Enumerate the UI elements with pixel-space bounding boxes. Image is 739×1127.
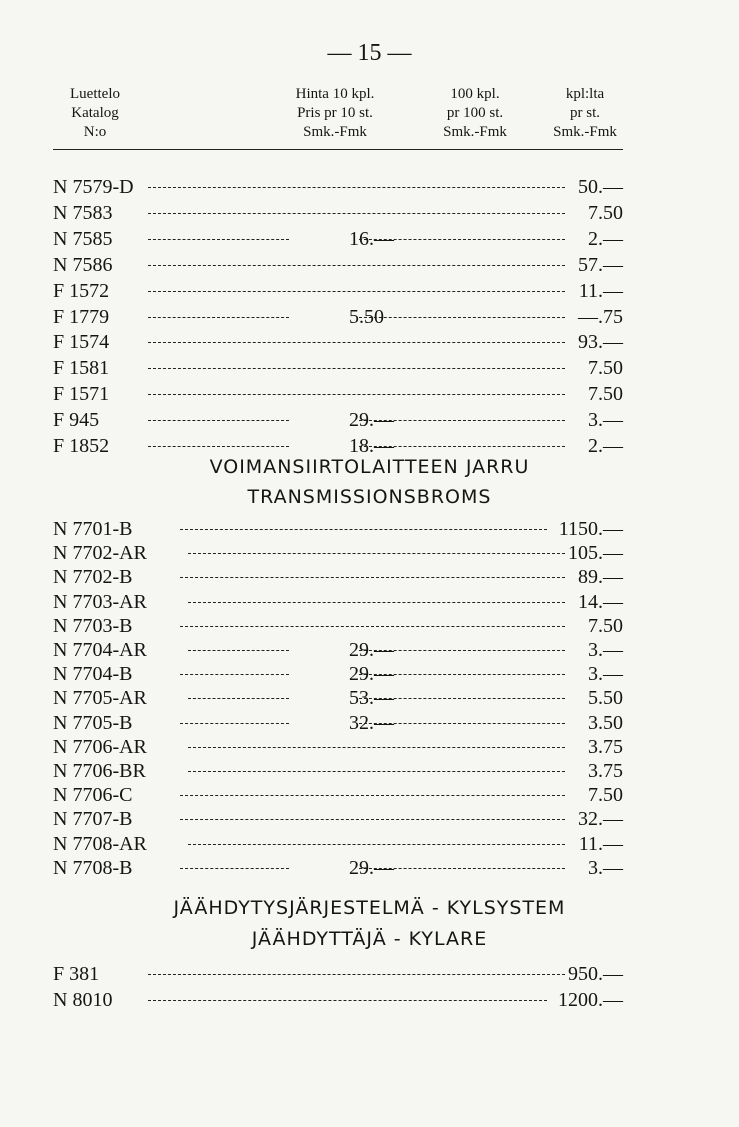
- table-row: [53, 856, 623, 880]
- leader-dashes: [359, 650, 565, 651]
- price-each: 57.—: [578, 253, 623, 276]
- table-row: [53, 832, 623, 856]
- catalog-number: N 7585: [53, 227, 113, 250]
- price-each: 3.—: [588, 409, 623, 432]
- header-line: Hinta 10 kpl.: [295, 86, 375, 102]
- price-each: 2.—: [588, 227, 623, 250]
- header-line: kpl:lta: [565, 86, 605, 102]
- header-price-10: [260, 85, 410, 142]
- price-each: 3.—: [588, 663, 623, 686]
- header-divider: [53, 149, 623, 150]
- catalog-number: N 7706-BR: [53, 760, 146, 782]
- table-row: [53, 382, 623, 406]
- table-row: [53, 783, 623, 807]
- table-row: [53, 759, 623, 783]
- price-each: 14.—: [578, 590, 623, 613]
- price-each: 3.75: [588, 735, 623, 758]
- header-price-each: [530, 85, 640, 142]
- leader-dashes: [148, 291, 565, 292]
- section-subtitle-brake: TRANSMISSIONSBROMS: [247, 486, 492, 508]
- catalog-number: F 1574: [53, 331, 110, 354]
- table-row: [53, 305, 623, 329]
- price-each: 950.—: [568, 963, 623, 985]
- header-line: Katalog: [71, 105, 119, 121]
- catalog-number: F 1581: [53, 357, 110, 380]
- header-line: Luettelo: [70, 86, 120, 102]
- leader-dashes: [359, 446, 565, 447]
- price-10: 18.—: [349, 435, 394, 457]
- price-each: 1200.—: [558, 988, 623, 1011]
- leader-dashes: [180, 529, 547, 530]
- leader-dashes: [148, 368, 565, 369]
- leader-dashes: [359, 723, 565, 724]
- price-each: 3.75: [588, 760, 623, 782]
- price-each: 7.50: [588, 784, 623, 807]
- table-row: [53, 434, 623, 458]
- table-row: [53, 662, 623, 686]
- table-row: [53, 614, 623, 638]
- header-line: pr 100 st.: [446, 105, 504, 121]
- price-10: 16.—: [349, 227, 394, 250]
- leader-dashes: [148, 974, 565, 975]
- header-line: pr st.: [570, 105, 600, 121]
- table-row: [53, 279, 623, 303]
- catalog-number: N 7586: [53, 253, 113, 276]
- leader-dashes: [359, 420, 565, 421]
- leader-dashes: [148, 317, 289, 318]
- catalog-number: N 7579-D: [53, 176, 134, 198]
- leader-dashes: [188, 650, 289, 651]
- table-row: [53, 253, 623, 277]
- section-title-cooling: JÄÄHDYTYSJÄRJESTELMÄ - KYLSYSTEM: [173, 897, 566, 919]
- table-row: [53, 962, 623, 986]
- catalog-number: N 7702-AR: [53, 542, 147, 565]
- header-line: N:o: [83, 124, 107, 140]
- leader-dashes: [148, 1000, 547, 1001]
- leader-dashes: [188, 844, 565, 845]
- leader-dashes: [359, 698, 565, 699]
- leader-dashes: [148, 420, 289, 421]
- price-10: 29.—: [349, 663, 394, 686]
- price-each: —.75: [578, 305, 623, 328]
- leader-dashes: [180, 795, 565, 796]
- catalog-number: N 7708-AR: [53, 832, 147, 855]
- price-each: 3.—: [588, 856, 623, 879]
- leader-dashes: [188, 698, 289, 699]
- price-each: 32.—: [578, 808, 623, 831]
- leader-dashes: [359, 239, 565, 240]
- table-row: [53, 517, 623, 541]
- price-10: 29.—: [349, 856, 394, 879]
- table-row: [53, 807, 623, 831]
- leader-dashes: [148, 239, 289, 240]
- table-row: [53, 175, 623, 199]
- leader-dashes: [180, 723, 289, 724]
- leader-dashes: [180, 626, 565, 627]
- catalog-number: N 7706-C: [53, 784, 133, 807]
- header-line: Smk.-Fmk: [303, 124, 367, 140]
- table-row: [53, 565, 623, 589]
- table-row: [53, 590, 623, 614]
- catalog-number: N 7707-B: [53, 808, 133, 831]
- header-line: Pris pr 10 st.: [297, 105, 373, 121]
- price-each: 105.—: [568, 542, 623, 565]
- price-each: 3.50: [588, 711, 623, 734]
- catalog-number: N 7703-AR: [53, 590, 147, 613]
- catalog-number: N 7704-AR: [53, 639, 147, 661]
- catalog-number: N 7705-B: [53, 711, 133, 734]
- page-number: — 15 —: [327, 40, 412, 66]
- table-row: [53, 686, 623, 710]
- leader-dashes: [180, 674, 289, 675]
- price-each: 7.50: [588, 614, 623, 637]
- header-price-100: [410, 85, 540, 142]
- catalog-number: N 7708-B: [53, 856, 133, 879]
- catalog-number: N 7702-B: [53, 566, 133, 589]
- section-title-brake: VOIMANSIIRTOLAITTEEN JARRU: [209, 456, 530, 478]
- leader-dashes: [359, 674, 565, 675]
- price-each: 1150.—: [558, 518, 623, 540]
- price-each: 7.50: [588, 201, 623, 224]
- leader-dashes: [188, 747, 565, 748]
- catalog-number: F 1572: [53, 279, 110, 302]
- catalog-number: N 7705-AR: [53, 687, 147, 710]
- price-10: 29.—: [349, 639, 394, 661]
- catalog-number: F 381: [53, 963, 100, 985]
- header-line: Smk.-Fmk: [553, 124, 617, 140]
- leader-dashes: [148, 187, 565, 188]
- price-each: 50.—: [578, 176, 623, 198]
- table-row: [53, 408, 623, 432]
- leader-dashes: [180, 577, 565, 578]
- catalog-number: F 1779: [53, 305, 110, 328]
- catalog-number: F 945: [53, 409, 100, 432]
- table-row: [53, 988, 623, 1012]
- price-each: 11.—: [578, 832, 623, 855]
- leader-dashes: [148, 213, 565, 214]
- catalog-number: N 7706-AR: [53, 735, 147, 758]
- price-each: 89.—: [578, 566, 623, 589]
- leader-dashes: [148, 265, 565, 266]
- leader-dashes: [180, 819, 565, 820]
- price-each: 7.50: [588, 383, 623, 406]
- header-line: Smk.-Fmk: [443, 124, 507, 140]
- table-row: [53, 541, 623, 565]
- leader-dashes: [180, 868, 289, 869]
- catalog-number: N 7701-B: [53, 518, 133, 540]
- header-line: 100 kpl.: [450, 86, 500, 102]
- leader-dashes: [148, 446, 289, 447]
- leader-dashes: [188, 771, 565, 772]
- price-each: 11.—: [578, 279, 623, 302]
- leader-dashes: [359, 868, 565, 869]
- leader-dashes: [148, 342, 565, 343]
- table-row: [53, 711, 623, 735]
- catalog-number: N 7583: [53, 201, 113, 224]
- leader-dashes: [188, 602, 565, 603]
- catalog-number: F 1571: [53, 383, 110, 406]
- catalog-number: N 8010: [53, 988, 113, 1011]
- price-each: 3.—: [588, 639, 623, 661]
- price-each: 93.—: [578, 331, 623, 354]
- table-row: [53, 356, 623, 380]
- table-row: [53, 330, 623, 354]
- section-subtitle-cooling: JÄÄHDYTTÄJÄ - KYLARE: [251, 928, 488, 950]
- leader-dashes: [188, 553, 565, 554]
- price-each: 5.50: [588, 687, 623, 710]
- price-each: 2.—: [588, 435, 623, 457]
- table-row: [53, 735, 623, 759]
- price-10: 53.—: [349, 687, 394, 710]
- price-each: 7.50: [588, 357, 623, 380]
- catalog-number: N 7704-B: [53, 663, 133, 686]
- table-row: [53, 201, 623, 225]
- price-10: 29.—: [349, 409, 394, 432]
- leader-dashes: [148, 394, 565, 395]
- header-catalog-number: [36, 85, 154, 142]
- catalog-number: N 7703-B: [53, 614, 133, 637]
- leader-dashes: [359, 317, 565, 318]
- catalog-number: F 1852: [53, 435, 110, 457]
- table-row: [53, 227, 623, 251]
- price-10: 5.50: [349, 305, 384, 328]
- price-10: 32.—: [349, 711, 394, 734]
- table-row: [53, 638, 623, 662]
